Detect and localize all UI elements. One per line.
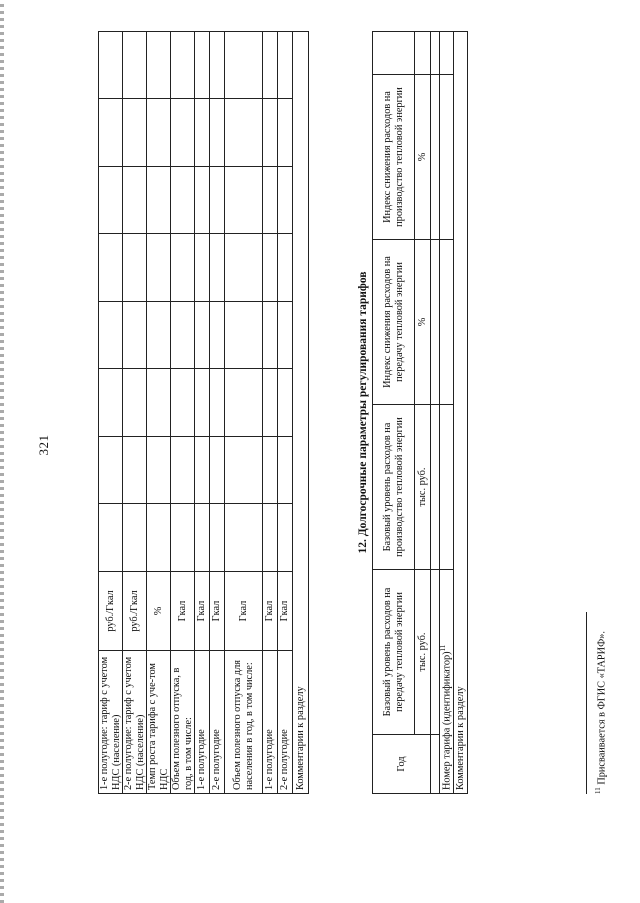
- table-row: [171, 32, 195, 794]
- col-header: Индекс снижения расходов на производство тепловой энергии: [373, 75, 415, 240]
- row-label: Темп роста тарифа с уче-том НДС: [147, 651, 171, 794]
- footnote-divider: [586, 612, 587, 794]
- table-row: [123, 32, 147, 794]
- row-unit: %: [147, 572, 171, 651]
- footnote-ref: 11: [439, 644, 448, 652]
- table-row-comments: [454, 32, 468, 794]
- table-header-row: [373, 32, 415, 794]
- table-row: [195, 32, 210, 794]
- tariff-data-table: [98, 31, 309, 794]
- table-row: [210, 32, 225, 794]
- scan-edge-mark: [0, 0, 4, 903]
- row-label: Объем полезного отпуска, в год, в том числе:: [171, 651, 195, 794]
- page-number: 321: [36, 434, 51, 456]
- row-label: 1-е полугодие: тариф с учетом НДС (население): [99, 651, 123, 794]
- row-unit: Гкал: [195, 572, 210, 651]
- unit-cell: тыс. руб.: [415, 405, 431, 570]
- row-unit: руб./Гкал: [99, 572, 123, 651]
- row-unit: Гкал: [263, 572, 278, 651]
- long-term-parameters-table: [372, 31, 468, 794]
- footnote: [594, 631, 607, 794]
- row-label: 2-е полугодие: [210, 651, 225, 794]
- table-row-comments: [293, 32, 309, 794]
- row-label: 1-е полугодие: [263, 651, 278, 794]
- table-row: [431, 32, 440, 794]
- tariff-number-row: [440, 32, 454, 794]
- comments-label: Комментарии к разделу: [454, 32, 468, 794]
- unit-cell: %: [415, 240, 431, 405]
- col-header: Базовый уровень расходов на производство тепловой энергии: [373, 405, 415, 570]
- section-heading: 12. Долгосрочные параметры регулирования тарифов: [357, 271, 369, 554]
- table-row: [225, 32, 263, 794]
- footnote-text: Присваивается в ФГИС «ТАРИФ».: [596, 631, 608, 785]
- table-row: [147, 32, 171, 794]
- row-label: 1-е полугодие: [195, 651, 210, 794]
- row-unit: Гкал: [225, 572, 263, 651]
- col-header: Базовый уровень расходов на передачу тепловой энергии: [373, 570, 415, 735]
- row-unit: Гкал: [278, 572, 293, 651]
- row-unit: Гкал: [210, 572, 225, 651]
- row-unit: руб./Гкал: [123, 572, 147, 651]
- row-label: 2-е полугодие: [278, 651, 293, 794]
- units-row: [415, 32, 431, 794]
- unit-cell: %: [415, 75, 431, 240]
- row-unit: Гкал: [171, 572, 195, 651]
- row-label: Объем полезного отпуска для населения в год, в том числе:: [225, 651, 263, 794]
- col-header: Индекс снижения расходов на передачу тепловой энергии: [373, 240, 415, 405]
- table-row: [278, 32, 293, 794]
- tariff-number-label: Номер тарифа (идентификатор)$^{11}$: [440, 570, 454, 794]
- unit-cell: тыс. руб.: [415, 570, 431, 735]
- footnote-mark: 11: [594, 787, 602, 794]
- table-row: [99, 32, 123, 794]
- row-label: 2-е полугодие: тариф с учетом НДС (население): [123, 651, 147, 794]
- table-row: [263, 32, 278, 794]
- col-year-header: Год: [373, 735, 431, 794]
- comments-label: Комментарии к разделу: [293, 32, 309, 794]
